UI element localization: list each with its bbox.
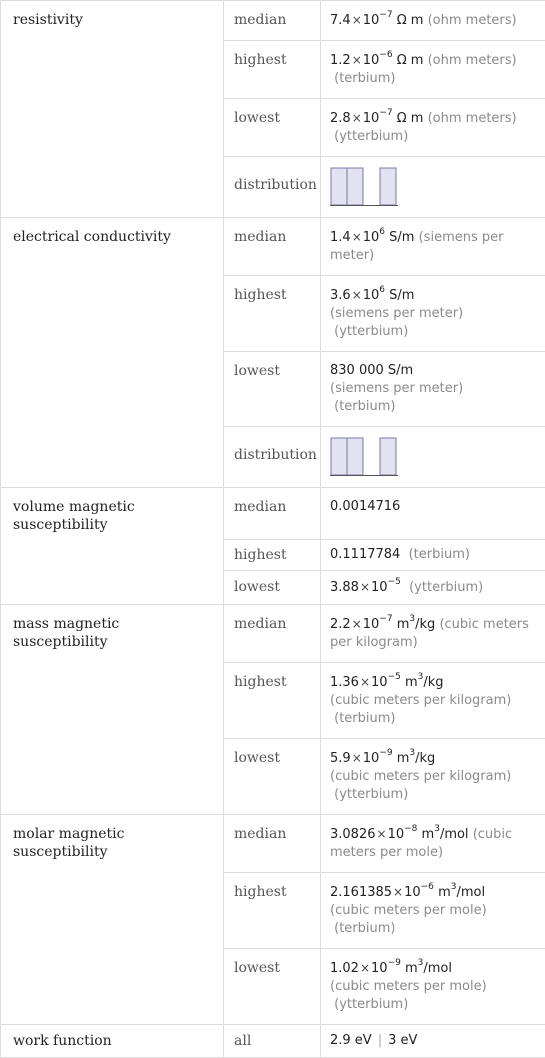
distribution-histogram xyxy=(330,437,400,477)
value-cell: $2.8\times 10^{-7}$ Ω m (ohm meters) (ytterbium) xyxy=(321,99,545,157)
property-label: volume magnetic susceptibility xyxy=(1,488,224,605)
stat-label: lowest xyxy=(224,739,321,815)
stat-label: highest xyxy=(224,873,321,949)
property-label: electrical conductivity xyxy=(1,218,224,488)
property-label: resistivity xyxy=(1,1,224,218)
stat-label: lowest xyxy=(224,949,321,1025)
stat-label: highest xyxy=(224,540,321,571)
histogram-bar xyxy=(331,438,347,475)
table-row xyxy=(1,815,545,873)
value-cell: 2.9 eV | 3 eV xyxy=(321,1025,545,1058)
value-cell: $3.6\times 10^6$ S/m (siemens per meter) (ytterbium) xyxy=(321,276,545,352)
stat-label: median xyxy=(224,815,321,873)
stat-label: median xyxy=(224,1,321,41)
value-cell: $2.161385\times 10^{-6}$ $m^3$/mol (cubic meters per mole) (terbium) xyxy=(321,873,545,949)
stat-label: highest xyxy=(224,663,321,739)
distribution-cell xyxy=(321,427,545,488)
stat-label: median xyxy=(224,218,321,276)
value-cell: 0.0014716 xyxy=(321,488,545,540)
value-cell: $1.02\times 10^{-9}$ $m^3$/mol (cubic meters per mole) (ytterbium) xyxy=(321,949,545,1025)
value-cell: $2.2\times 10^{-7}$ $m^3/kg$ (cubic meters per kilogram) xyxy=(321,605,545,663)
stat-label: lowest xyxy=(224,352,321,427)
histogram-bar xyxy=(347,168,363,205)
stat-label: highest xyxy=(224,276,321,352)
value-cell: 830 000 S/m (siemens per meter) (terbium) xyxy=(321,352,545,427)
stat-label: distribution xyxy=(224,427,321,488)
table-row xyxy=(1,488,545,540)
property-label: work function xyxy=(1,1025,224,1058)
value-cell: 0.1117784 (terbium) xyxy=(321,540,545,571)
stat-label: highest xyxy=(224,41,321,99)
stat-label: median xyxy=(224,605,321,663)
value-cell: $3.0826\times 10^{-8}$ $m^3$/mol (cubic meters per mole) xyxy=(321,815,545,873)
stat-label: median xyxy=(224,488,321,540)
value-cell: $3.88\times 10^{-5}$ (ytterbium) xyxy=(321,571,545,605)
table-row xyxy=(1,218,545,276)
property-label: molar magnetic susceptibility xyxy=(1,815,224,1025)
table-row xyxy=(1,1,545,41)
value-cell: $5.9\times 10^{-9}$ $m^3/kg$ (cubic meters per kilogram) (ytterbium) xyxy=(321,739,545,815)
histogram-bar xyxy=(331,168,347,205)
stat-label: all xyxy=(224,1025,321,1058)
value-cell: $1.4\times 10^6$ S/m (siemens per meter) xyxy=(321,218,545,276)
value-cell: $1.36\times 10^{-5}$ $m^3/kg$ (cubic meters per kilogram) (terbium) xyxy=(321,663,545,739)
stat-label: lowest xyxy=(224,571,321,605)
table-row xyxy=(1,1025,545,1058)
distribution-cell xyxy=(321,157,545,218)
histogram-bar xyxy=(380,438,396,475)
distribution-histogram xyxy=(330,167,400,207)
stat-label: lowest xyxy=(224,99,321,157)
histogram-bar xyxy=(347,438,363,475)
histogram-bar xyxy=(380,168,396,205)
stat-label: distribution xyxy=(224,157,321,218)
value-cell: $1.2\times 10^{-6}$ Ω m (ohm meters) (terbium) xyxy=(321,41,545,99)
value-cell: $7.4\times 10^{-7}$ Ω m (ohm meters) xyxy=(321,1,545,41)
property-label: mass magnetic susceptibility xyxy=(1,605,224,815)
table-row xyxy=(1,605,545,663)
